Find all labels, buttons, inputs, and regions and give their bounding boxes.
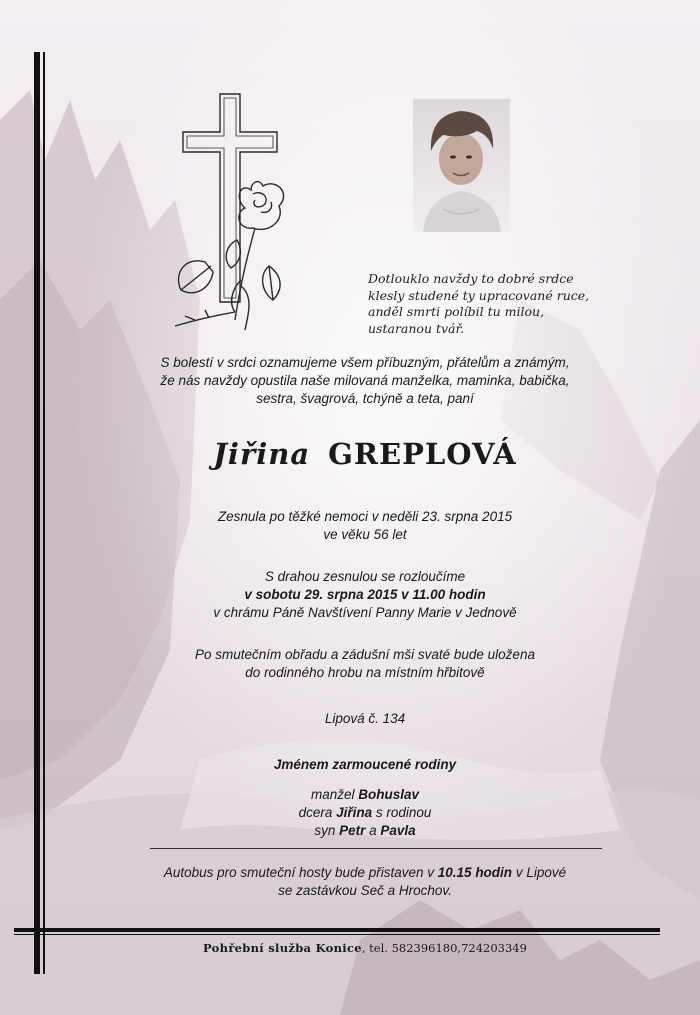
announcement-line: že nás navždy opustila naše milovaná manželka, maminka, babička, — [160, 373, 570, 388]
farewell-line: S drahou zesnulou se rozloučíme — [264, 569, 466, 584]
portrait-photo — [413, 99, 510, 232]
relation-label: manžel — [310, 787, 359, 802]
portrait-figure-icon — [413, 99, 510, 232]
family-heading — [100, 756, 630, 774]
bus-text: v Lipové — [512, 865, 567, 880]
divider-line — [150, 848, 602, 849]
death-info-line: ve věku 56 let — [323, 527, 407, 542]
border-bar-left-thin — [43, 52, 45, 974]
member-name: Petr — [339, 823, 366, 838]
bus-text: Autobus pro smuteční hosty bude přistaven v — [163, 865, 438, 880]
bus-line — [100, 864, 630, 882]
funeral-service-footer — [100, 941, 630, 955]
announcement — [100, 354, 630, 408]
member-name: Pavla — [380, 823, 416, 838]
farewell-date — [100, 586, 630, 604]
poem — [368, 271, 628, 337]
announcement-line: S bolestí v srdci oznamujeme všem příbuzným, přátelům a známým, — [160, 355, 570, 370]
relation-join: a — [365, 823, 381, 838]
death-info-line: Zesnula po těžké nemoci v neděli 23. srpna 2015 — [217, 509, 513, 524]
bus-info — [100, 864, 630, 900]
family-member-husband — [100, 786, 630, 804]
border-bar-bottom-thin — [14, 934, 660, 935]
address-text: Lipová č. 134 — [324, 711, 406, 726]
relation-suffix: s rodinou — [372, 805, 432, 820]
family-heading-text: Jménem zarmoucené rodiny — [273, 757, 457, 772]
border-bar-left-thick — [34, 52, 40, 974]
family-member-son — [100, 822, 630, 840]
address — [100, 710, 630, 728]
deceased-name — [100, 437, 630, 471]
funeral-service-name: Pohřební služba Konice — [203, 941, 362, 955]
announcement-line: sestra, švagrová, tchýně a teta, paní — [256, 391, 474, 406]
deceased-surname: GREPLOVÁ — [328, 437, 517, 471]
relation-label: dcera — [298, 805, 337, 820]
burial-line: Po smutečním obřadu a zádušní mši svaté bude uložena — [195, 647, 535, 662]
bus-line: se zastávkou Seč a Hrochov. — [278, 883, 452, 898]
burial-line: do rodinného hrobu na místním hřbitově — [245, 665, 485, 680]
member-name: Bohuslav — [358, 787, 420, 802]
farewell — [100, 568, 630, 622]
death-info — [100, 508, 630, 544]
member-name: Jiřina — [336, 805, 373, 820]
poem-line: ustaranou tvář. — [368, 320, 465, 336]
bus-time: 10.15 hodin — [437, 865, 513, 880]
farewell-place: v chrámu Páně Navštívení Panny Marie v Jednově — [213, 605, 517, 620]
farewell-date-text: v sobotu 29. srpna 2015 v 11.00 hodin — [244, 587, 486, 602]
poem-line: Dotlouklo navždy to dobré srdce — [368, 271, 574, 286]
relation-label: syn — [314, 823, 340, 838]
cross-with-rose-icon — [165, 90, 305, 335]
family-members — [100, 786, 630, 840]
deceased-first-name: Jiřina — [213, 437, 311, 471]
burial — [100, 646, 630, 682]
poem-line: anděl smrti políbil tu milou, — [368, 304, 545, 319]
funeral-service-phone: , tel. 582396180,724203349 — [361, 941, 527, 955]
border-bar-bottom-thick — [14, 928, 660, 932]
poem-line: klesly studené ty upracované ruce, — [368, 287, 590, 303]
family-member-daughter — [100, 804, 630, 822]
